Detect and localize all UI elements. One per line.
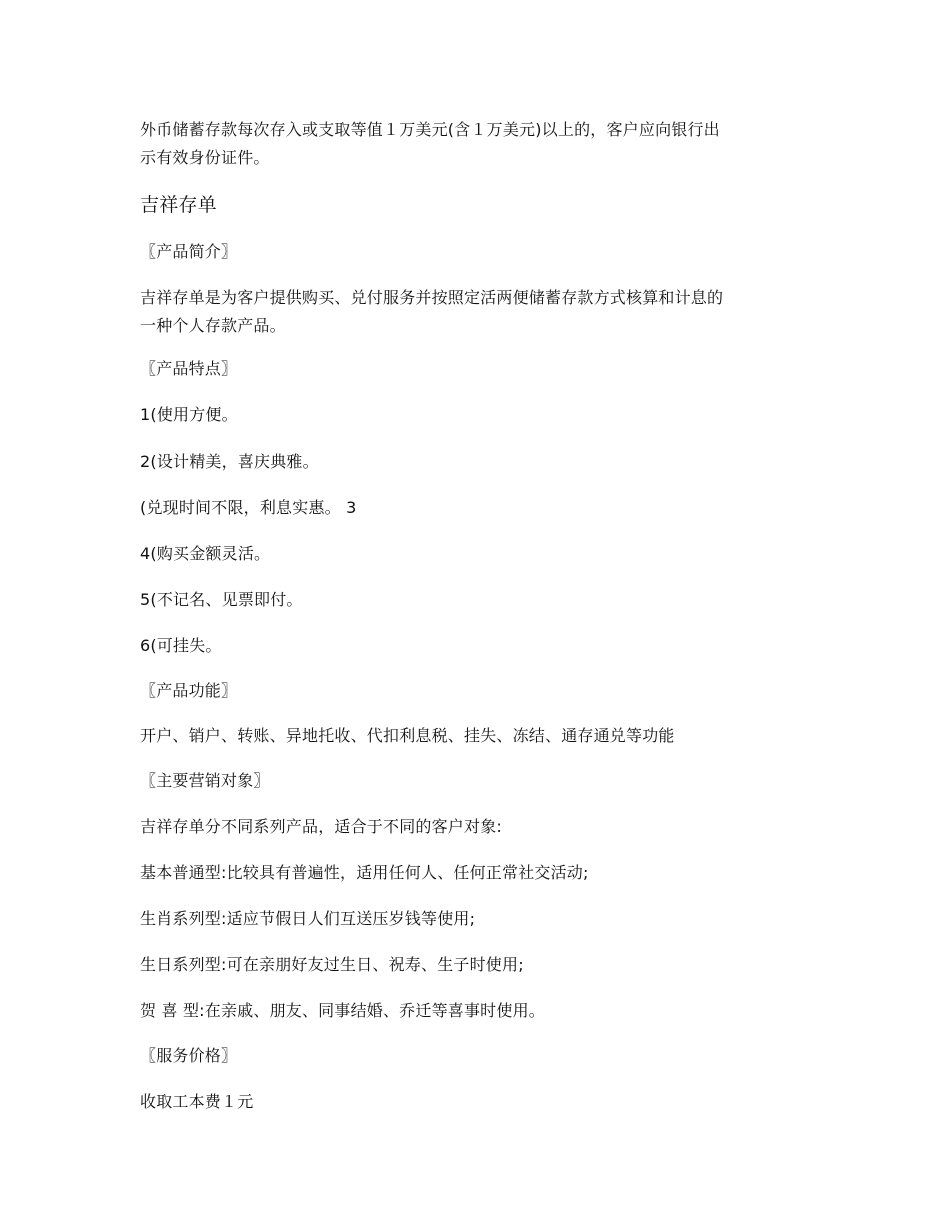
- target-item: 生日系列型:可在亲朋好友过生日、祝寿、生子时使用;: [140, 955, 524, 974]
- intro-line-1: 外币储蓄存款每次存入或支取等值１万美元(含１万美元)以上的，客户应向银行出: [140, 120, 720, 139]
- document-page: [140, 0, 820, 1230]
- product-intro-line-1: 吉祥存单是为客户提供购买、兑付服务并按照定活两便储蓄存款方式核算和计息的: [140, 288, 724, 307]
- feature-item: 6(可挂失。: [140, 636, 222, 655]
- target-item: 生肖系列型:适应节假日人们互送压岁钱等使用;: [140, 909, 476, 928]
- pricing-text: 收取工本费１元: [140, 1092, 254, 1111]
- functions-heading: 〖产品功能〗: [140, 681, 238, 700]
- functions-text: 开户、销户、转账、异地托收、代扣利息税、挂失、冻结、通存通兑等功能: [140, 726, 675, 745]
- features-heading: 〖产品特点〗: [140, 359, 238, 378]
- product-intro-heading: 〖产品简介〗: [140, 242, 238, 261]
- product-intro-line-2: 一种个人存款产品。: [140, 316, 286, 335]
- section-title: 吉祥存单: [140, 194, 217, 216]
- feature-item: 4(购买金额灵活。: [140, 544, 271, 563]
- feature-item: 1(使用方便。: [140, 405, 238, 424]
- feature-item: (兑现时间不限，利息实惠。 3: [140, 498, 357, 517]
- feature-item: 2(设计精美，喜庆典雅。: [140, 452, 319, 471]
- feature-item: 5(不记名、见票即付。: [140, 590, 303, 609]
- target-item: 基本普通型:比较具有普遍性，适用任何人、任何正常社交活动;: [140, 863, 589, 882]
- targets-intro: 吉祥存单分不同系列产品，适合于不同的客户对象:: [140, 817, 502, 836]
- intro-line-2: 示有效身份证件。: [140, 148, 270, 167]
- targets-heading: 〖主要营销对象〗: [140, 771, 270, 790]
- target-item: 贺 喜 型:在亲戚、朋友、同事结婚、乔迁等喜事时使用。: [140, 1001, 545, 1020]
- pricing-heading: 〖服务价格〗: [140, 1046, 238, 1065]
